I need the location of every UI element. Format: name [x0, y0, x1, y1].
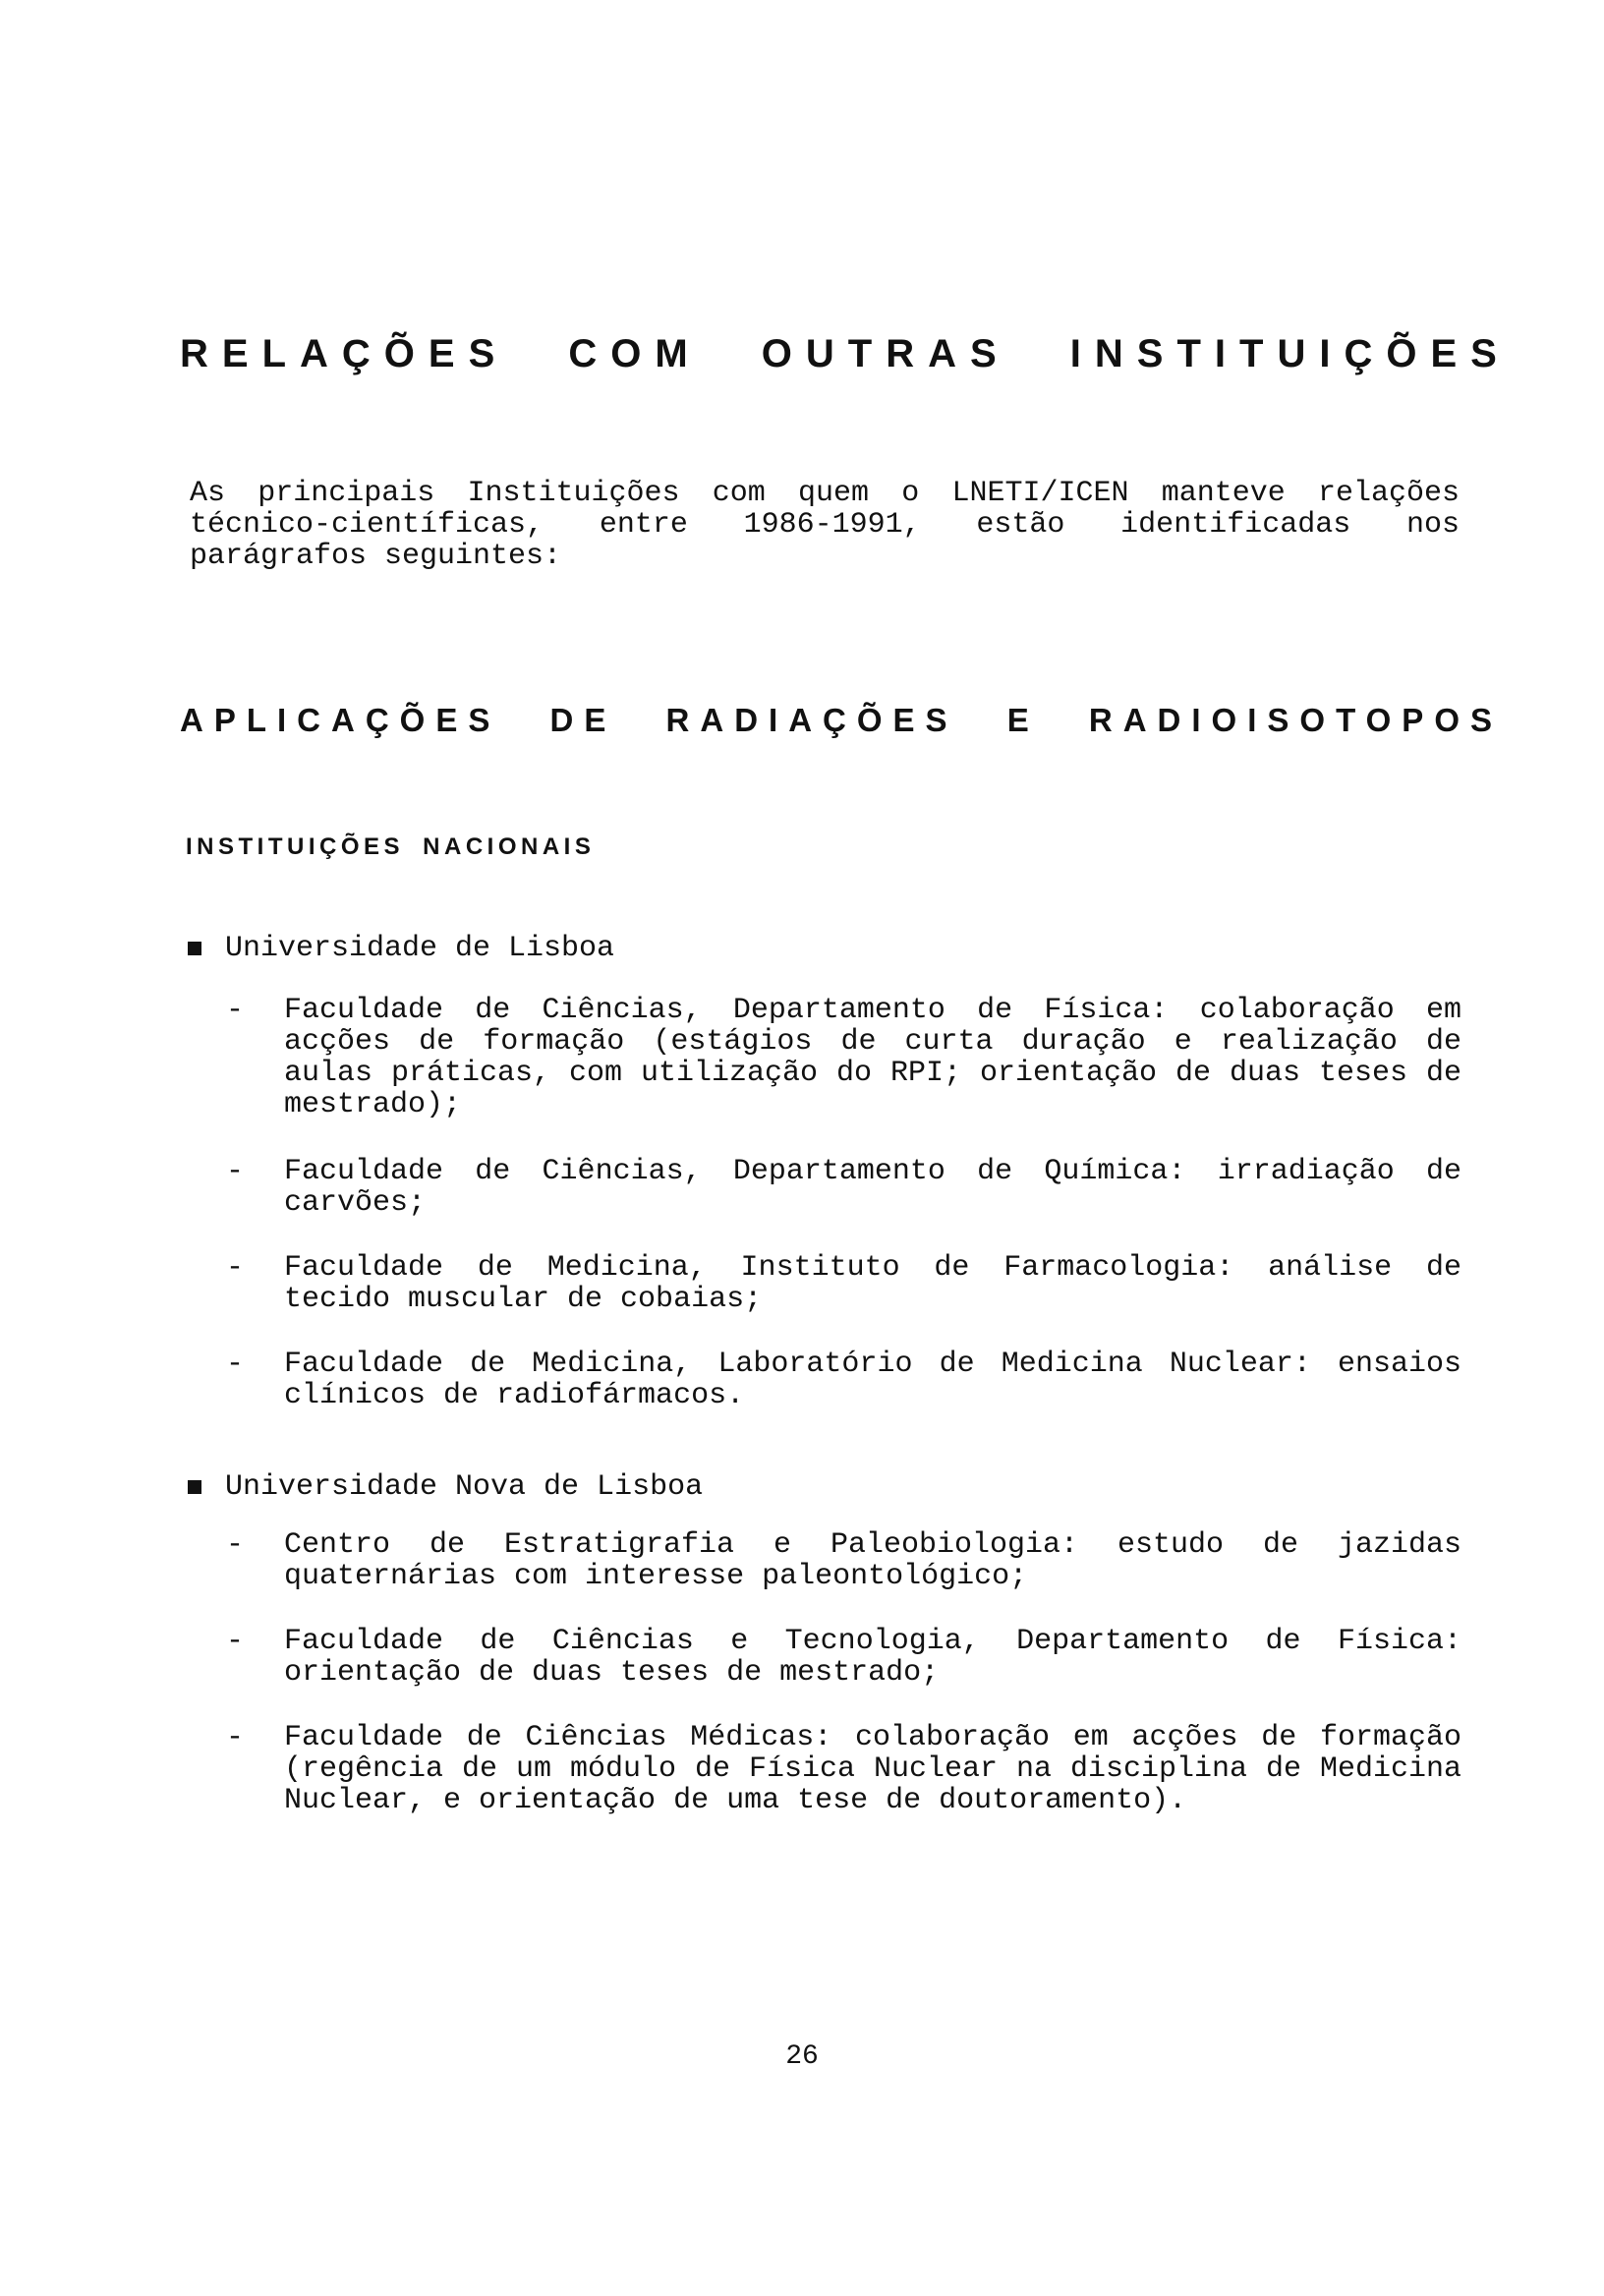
dash-bullet-icon: - [226, 994, 245, 1027]
list-item-text: Faculdade de Ciências Médicas: colaboração em acções de formação (regência de um módulo de Física Nuclear na disciplina de Medicina Nuclear, e orientação de uma tese de doutoramento). [284, 1721, 1461, 1817]
page-number: 26 [785, 2041, 819, 2072]
dash-bullet-icon: - [226, 1155, 245, 1188]
list-item-text: Centro de Estratigrafia e Paleobiologia: estudo de jazidas quaternárias com interesse paleontológico; [284, 1528, 1461, 1593]
group-universidade-de-lisboa [184, 932, 1461, 1411]
intro-paragraph: As principais Instituições com quem o LNETI/ICEN manteve relações técnico-científicas, entre 1986-1991, estão identificadas nos parágrafos seguintes: [190, 477, 1460, 573]
dash-bullet-icon: - [226, 1251, 245, 1285]
list-item [184, 1156, 1461, 1219]
dash-bullet-icon: - [226, 1528, 245, 1562]
list-item-text: Faculdade de Ciências, Departamento de Química: irradiação de carvões; [284, 1155, 1461, 1220]
list-item [184, 1252, 1461, 1315]
list-item-text: Faculdade de Medicina, Instituto de Farmacologia: análise de tecido muscular de cobaias; [284, 1251, 1461, 1316]
list-item [184, 1529, 1461, 1592]
list-item-text: Faculdade de Ciências e Tecnologia, Departamento de Física: orientação de duas teses de mestrado; [284, 1625, 1461, 1690]
list-item [184, 1349, 1461, 1411]
group-name: Universidade Nova de Lisboa [225, 1470, 704, 1504]
list-item-text: Faculdade de Ciências, Departamento de Física: colaboração em acções de formação (estágios de curta duração e realização de aulas práticas, com utilização do RPI; orientação de duas teses de mestrado); [284, 994, 1461, 1121]
dash-bullet-icon: - [226, 1348, 245, 1381]
section-title: APLICAÇÕES DE RADIAÇÕES E RADIOISOTOPOS [180, 702, 1503, 738]
list-item [184, 1626, 1461, 1689]
dash-bullet-icon: - [226, 1721, 245, 1754]
group-name: Universidade de Lisboa [225, 932, 615, 965]
dash-bullet-icon: - [226, 1625, 245, 1658]
list-item [184, 1722, 1461, 1816]
page-title: RELAÇÕES COM OUTRAS INSTITUIÇÕES [180, 332, 1511, 375]
list-item [184, 995, 1461, 1120]
square-bullet-icon [188, 1480, 201, 1494]
group-universidade-nova-de-lisboa [184, 1470, 1461, 1816]
subsection-title: INSTITUIÇÕES NACIONAIS [186, 833, 596, 860]
institution-list [184, 1529, 1461, 1816]
institution-list [184, 995, 1461, 1411]
group-heading [184, 1470, 1461, 1504]
group-heading [184, 932, 1461, 965]
list-item-text: Faculdade de Medicina, Laboratório de Medicina Nuclear: ensaios clínicos de radiofármacos. [284, 1348, 1461, 1412]
square-bullet-icon [188, 942, 201, 955]
